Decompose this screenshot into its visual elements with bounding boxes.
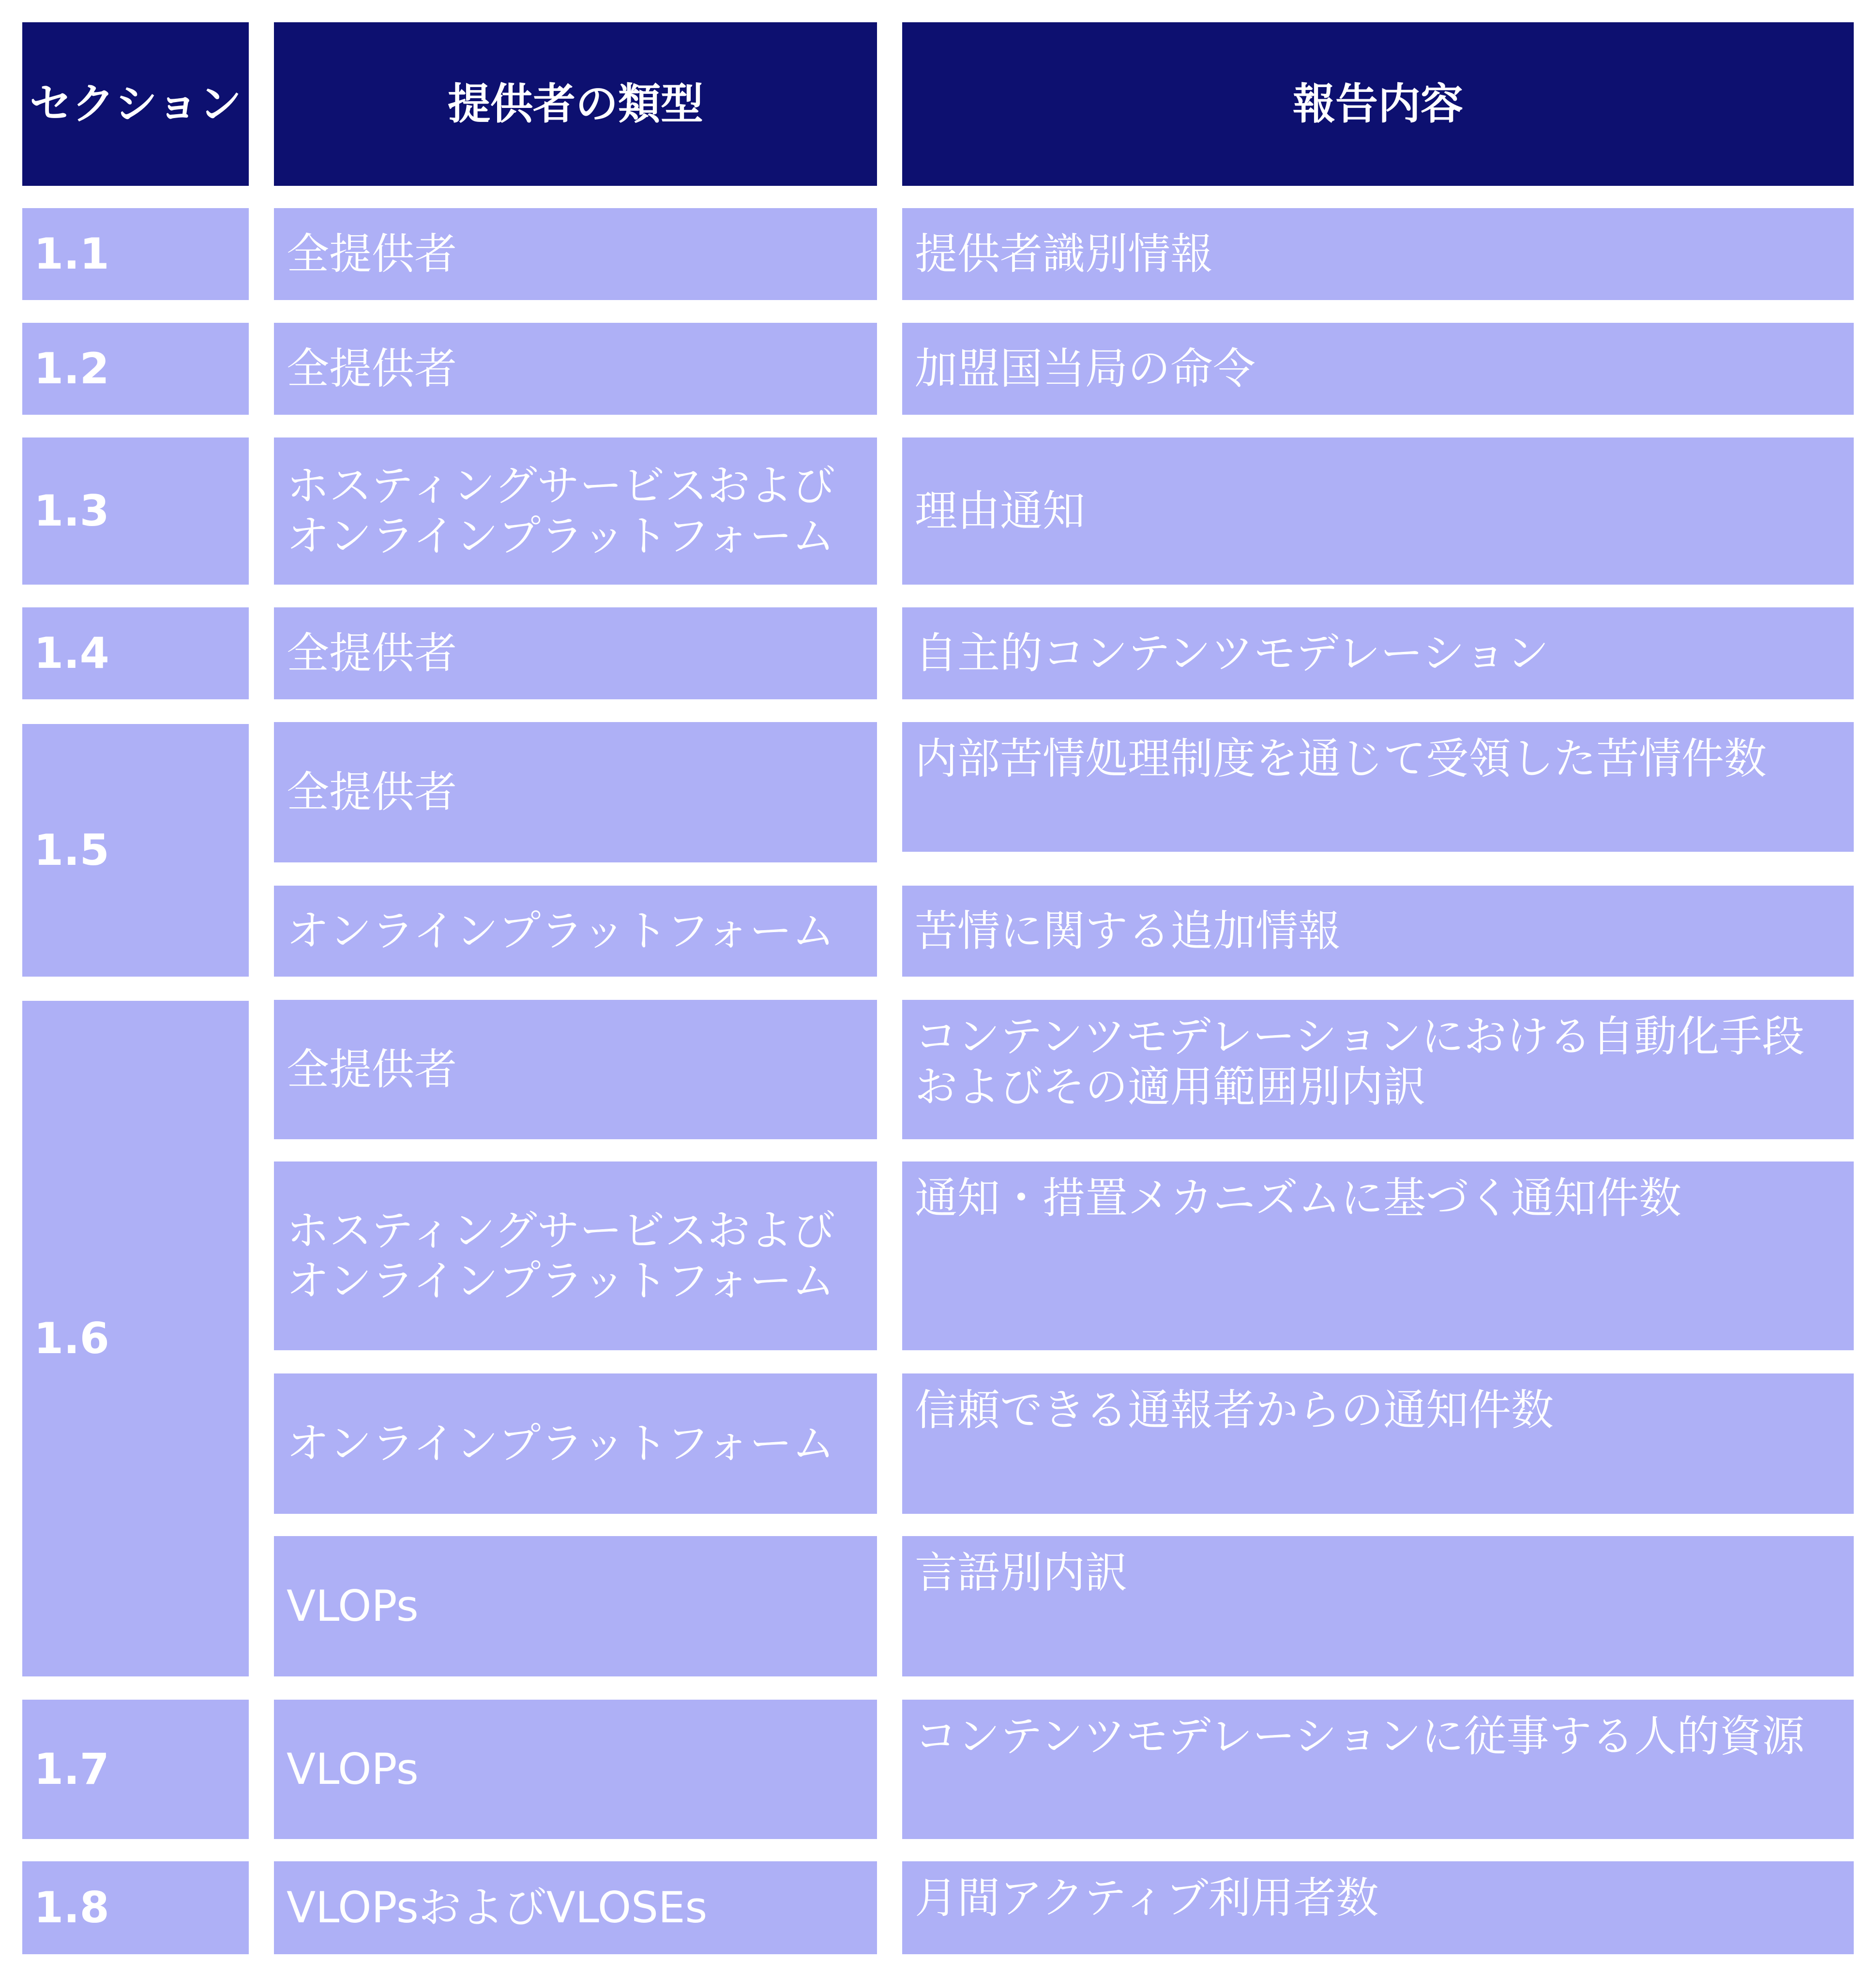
header-report-content (902, 22, 1854, 186)
content-cell: 通知・措置メカニズムに基づく通知件数 (902, 1161, 1854, 1350)
content-cell: コンテンツモデレーションにおける自動化手段 およびその適用範囲別内訳 (902, 1000, 1854, 1139)
section-id: 1.3 (22, 437, 249, 585)
section-id: 1.6 (22, 1001, 249, 1676)
provider-cell: 全提供者 (274, 1000, 877, 1139)
section-id: 1.1 (22, 208, 249, 300)
provider-cell: VLOPsおよびVLOSEs (274, 1861, 877, 1954)
provider-cell: ホスティングサービスおよび オンラインプラットフォーム (274, 1161, 877, 1350)
section-id: 1.2 (22, 323, 249, 415)
provider-cell: オンラインプラットフォーム (274, 1373, 877, 1514)
content-cell: 言語別内訳 (902, 1536, 1854, 1676)
content-cell: 信頼できる通報者からの通知件数 (902, 1373, 1854, 1514)
header-report-content-label: 報告内容 (1292, 79, 1463, 129)
provider-cell: ホスティングサービスおよび オンラインプラットフォーム (274, 437, 877, 585)
content-cell: 提供者識別情報 (902, 208, 1854, 300)
section-id: 1.7 (22, 1700, 249, 1839)
provider-cell: オンラインプラットフォーム (274, 886, 877, 977)
provider-cell: VLOPs (274, 1536, 877, 1676)
header-provider-type-label: 提供者の類型 (447, 79, 703, 129)
provider-cell: 全提供者 (274, 607, 877, 699)
provider-cell: 全提供者 (274, 722, 877, 862)
section-id: 1.4 (22, 607, 249, 699)
provider-cell: VLOPs (274, 1700, 877, 1839)
header-section-label: セクション (29, 79, 242, 129)
provider-cell: 全提供者 (274, 323, 877, 415)
content-cell: 理由通知 (902, 437, 1854, 585)
content-cell: 苦情に関する追加情報 (902, 886, 1854, 977)
header-provider-type (274, 22, 877, 186)
content-cell: 自主的コンテンツモデレーション (902, 607, 1854, 699)
content-cell: 加盟国当局の命令 (902, 323, 1854, 415)
section-id: 1.8 (22, 1861, 249, 1954)
header-section (22, 22, 249, 186)
section-id: 1.5 (22, 724, 249, 977)
content-cell: 月間アクティブ利用者数 (902, 1861, 1854, 1954)
provider-cell: 全提供者 (274, 208, 877, 300)
content-cell: コンテンツモデレーションに従事する人的資源 (902, 1700, 1854, 1839)
content-cell: 内部苦情処理制度を通じて受領した苦情件数 (902, 722, 1854, 852)
